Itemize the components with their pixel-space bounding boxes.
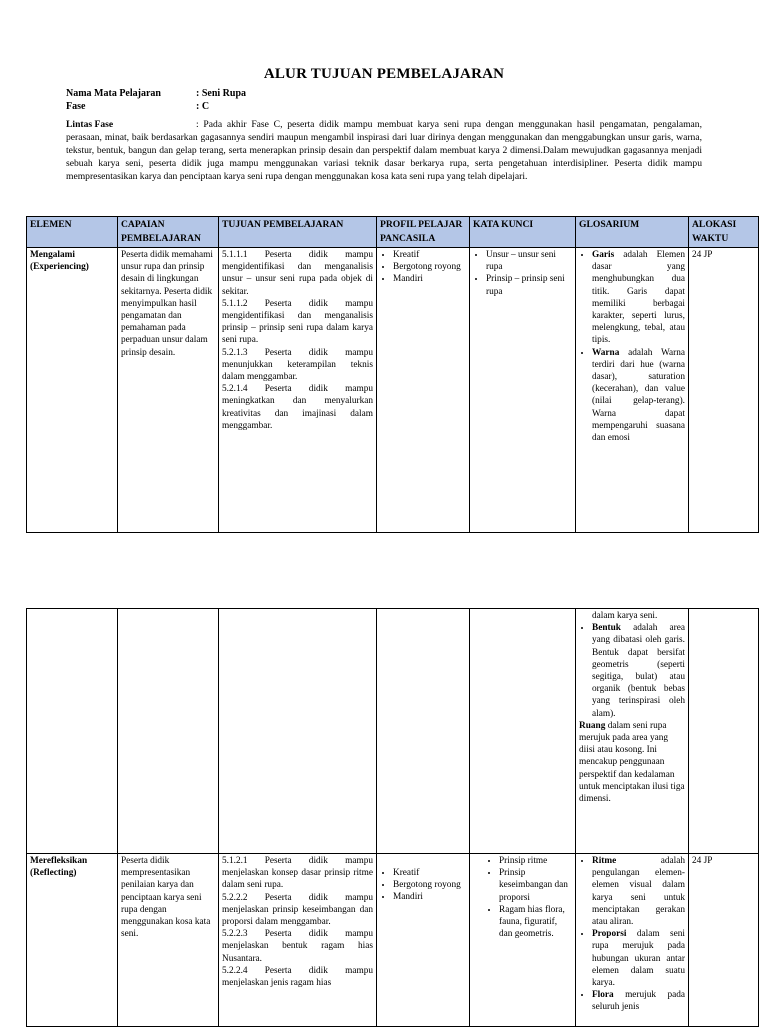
lintas-text: : Pada akhir Fase C, peserta didik mampu membuat karya seni rupa dengan menggunakan hasil pengamatan, pengalaman, perasaan, minat, baik berdasarkan gagasannya sendiri maupun mengambil inspirasi dari luar dirinya dengan menggunakan dan menggabungkan unsur garis, warna, tekstur, bentuk, bangun dan gelap terang, serta menerapkan prinsip desain dan perspektif dalam membuat karya 2 dimensi.Dalam mewujudkan gagasannya menjadi sebuah karya seni, peserta didik juga mampu menggunakan variasi teknik dasar berkarya rupa, serta pengetahuan interdisipliner. Peserta didik mampu mempresentasikan karya dan penciptaan karya seni rupa dengan menggunakan kosa kata seni rupa yang telah dipelajari. — [66, 119, 702, 182]
profil-cell — [377, 609, 470, 854]
kunci-cell — [470, 248, 576, 533]
phase-value: : C — [196, 101, 210, 112]
glosarium-def: adalah Warna terdiri dari hue (warna dasar), saturation (kecerahan), dan value (nilai gelap-terang). Warna dapat mempengaruhi suasana dan emosi — [592, 347, 685, 444]
profil-item: • Kreatif — [393, 867, 466, 879]
glosarium-cell — [576, 248, 689, 533]
glosarium-def: adalah Elemen dasar yang menghubungkan dua titik. Garis dapat memiliki berbagai karakter, seperti lurus, melengkung, tebal, atau tipis. — [592, 250, 685, 346]
glosarium-def: dalam seni rupa merujuk pada hubungan ukuran antar elemen dalam suatu karya. — [592, 929, 685, 989]
glosarium-term: Garis — [592, 250, 615, 260]
glosarium-def: adalah pengulangan elemen-elemen visual dalam karya seni untuk menciptakan gerakan atau aliran. — [592, 856, 685, 928]
glosarium-term: Proporsi — [592, 929, 627, 940]
table-row — [27, 854, 759, 1027]
tujuan-cell — [219, 248, 377, 533]
capaian-cell: Peserta didik mempresentasikan penilaian karya dan penciptaan karya seni rupa dengan menggunakan kosa kata seni. — [118, 854, 219, 1027]
kunci-item: • Unsur – unsur seni rupa — [486, 249, 572, 273]
kunci-item: • Ragam hias flora, fauna, figuratif, dan geometris. — [499, 904, 572, 941]
tujuan-item: 5.2.2.2 Peserta didik mampu menjelaskan prinsip keseimbangan dan proporsi dalam menggambar. — [222, 892, 373, 928]
glosarium-term: Warna — [592, 347, 620, 358]
profil-item: • Mandiri — [393, 273, 466, 285]
lintas-fase-paragraph — [66, 118, 702, 183]
profil-cell — [377, 854, 470, 1027]
tujuan-item: 5.1.2.1 Peserta didik mampu menjelaskan konsep dasar prinsip ritme dalam seni rupa. — [222, 856, 373, 891]
glosarium-term: Bentuk — [592, 623, 621, 634]
tujuan-item: 5.2.2.4 Peserta didik mampu menjelaskan jenis ragam hias — [222, 965, 373, 989]
col-header-elemen: ELEMEN — [27, 217, 118, 248]
glosarium-item — [592, 622, 685, 720]
tujuan-item: 5.1.1.1 Peserta didik mampu mengidentifikasi dan menganalisis unsur – unsur seni rupa pada objek di sekitar. — [222, 250, 373, 297]
glosarium-term: Flora — [592, 990, 614, 1001]
profil-item: • Bergotong royong — [393, 261, 466, 273]
kunci-item: • Prinsip – prinsip seni rupa — [486, 273, 572, 297]
col-header-glosarium: GLOSARIUM — [576, 217, 689, 248]
glosarium-item — [592, 928, 685, 989]
atp-table-page-1 — [26, 216, 759, 533]
table-row — [27, 248, 759, 533]
glosarium-term: Ruang — [579, 720, 606, 731]
glosarium-item — [579, 720, 685, 805]
tujuan-item: 5.2.1.3 Peserta didik mampu menunjukkan keterampilan teknis dalam menggambar. — [222, 347, 373, 383]
tujuan-item: 5.2.1.4 Peserta didik mampu meningkatkan dan menyalurkan kreativitas dan imajinasi dalam menggambar. — [222, 384, 373, 431]
phase-label: Fase — [66, 101, 86, 112]
table-header-row — [27, 217, 759, 248]
kunci-cell — [470, 854, 576, 1027]
kunci-item: • Prinsip keseimbangan dan proporsi — [499, 867, 572, 904]
glosarium-def: merujuk pada seluruh jenis — [592, 990, 685, 1013]
subject-value: : Seni Rupa — [196, 88, 247, 99]
col-header-profil: PROFIL PELAJAR PANCASILA — [377, 217, 470, 248]
col-header-alokasi: ALOKASI WAKTU — [689, 217, 759, 248]
glosarium-item — [592, 855, 685, 928]
page-2 — [0, 608, 768, 1024]
page-gap — [0, 560, 768, 608]
col-header-kunci: KATA KUNCI — [470, 217, 576, 248]
tujuan-item: 5.1.1.2 Peserta didik mampu mengidentifikasi dan menganalisis prinsip – prinsip seni rupa dalam karya seni rupa. — [222, 298, 373, 346]
table-row — [27, 609, 759, 854]
glosarium-item — [592, 989, 685, 1013]
glosarium-cell — [576, 609, 689, 854]
glosarium-def: dalam seni rupa merujuk pada area yang diisi atau kosong. Ini mencakup penggunaan perspektif dan kedalaman untuk menciptakan ilusi tiga dimensi. — [579, 720, 685, 805]
atp-table-page-2 — [26, 608, 759, 1027]
capaian-cell: Peserta didik memahami unsur rupa dan prinsip desain di lingkungan sekitarnya. Peserta didik menyimpulkan hasil pengamatan dan pemahaman pada perpaduan unsur dalam prinsip desain. — [118, 248, 219, 533]
glosarium-def: adalah area yang dibatasi oleh garis. Bentuk dapat bersifat geometris (seperti segitiga, bulat) atau organik (bentuk bebas yang terinspirasi oleh alam). — [592, 623, 686, 719]
glosarium-item — [592, 249, 685, 347]
phase-line — [66, 101, 209, 112]
tujuan-cell — [219, 609, 377, 854]
alokasi-cell — [689, 609, 759, 854]
glosarium-cell — [576, 854, 689, 1027]
col-header-tujuan: TUJUAN PEMBELAJARAN — [219, 217, 377, 248]
col-header-capaian: CAPAIAN PEMBELAJARAN — [118, 217, 219, 248]
elemen-cell: Merefleksikan (Reflecting) — [27, 854, 118, 1027]
kunci-cell — [470, 609, 576, 854]
elemen-cell — [27, 609, 118, 854]
profil-cell — [377, 248, 470, 533]
alokasi-cell: 24 JP — [689, 248, 759, 533]
subject-label: Nama Mata Pelajaran — [66, 88, 161, 99]
document-title: ALUR TUJUAN PEMBELAJARAN — [263, 66, 505, 82]
capaian-cell — [118, 609, 219, 854]
profil-item: • Kreatif — [393, 249, 466, 261]
tujuan-item: 5.2.2.3 Peserta didik mampu menjelaskan bentuk ragam hias Nusantara. — [222, 929, 373, 964]
subject-line — [66, 88, 246, 99]
glosarium-continuation: dalam karya seni. — [592, 611, 658, 621]
elemen-cell: Mengalami (Experiencing) — [27, 248, 118, 533]
kunci-item: • Prinsip ritme — [499, 855, 572, 867]
glosarium-item — [592, 347, 685, 445]
glosarium-term: Ritme — [592, 856, 617, 866]
alokasi-cell: 24 JP — [689, 854, 759, 1027]
profil-item: • Mandiri — [393, 891, 466, 903]
profil-item: • Bergotong royong — [393, 879, 466, 891]
lintas-label: Lintas Fase — [66, 119, 114, 130]
tujuan-cell — [219, 854, 377, 1027]
